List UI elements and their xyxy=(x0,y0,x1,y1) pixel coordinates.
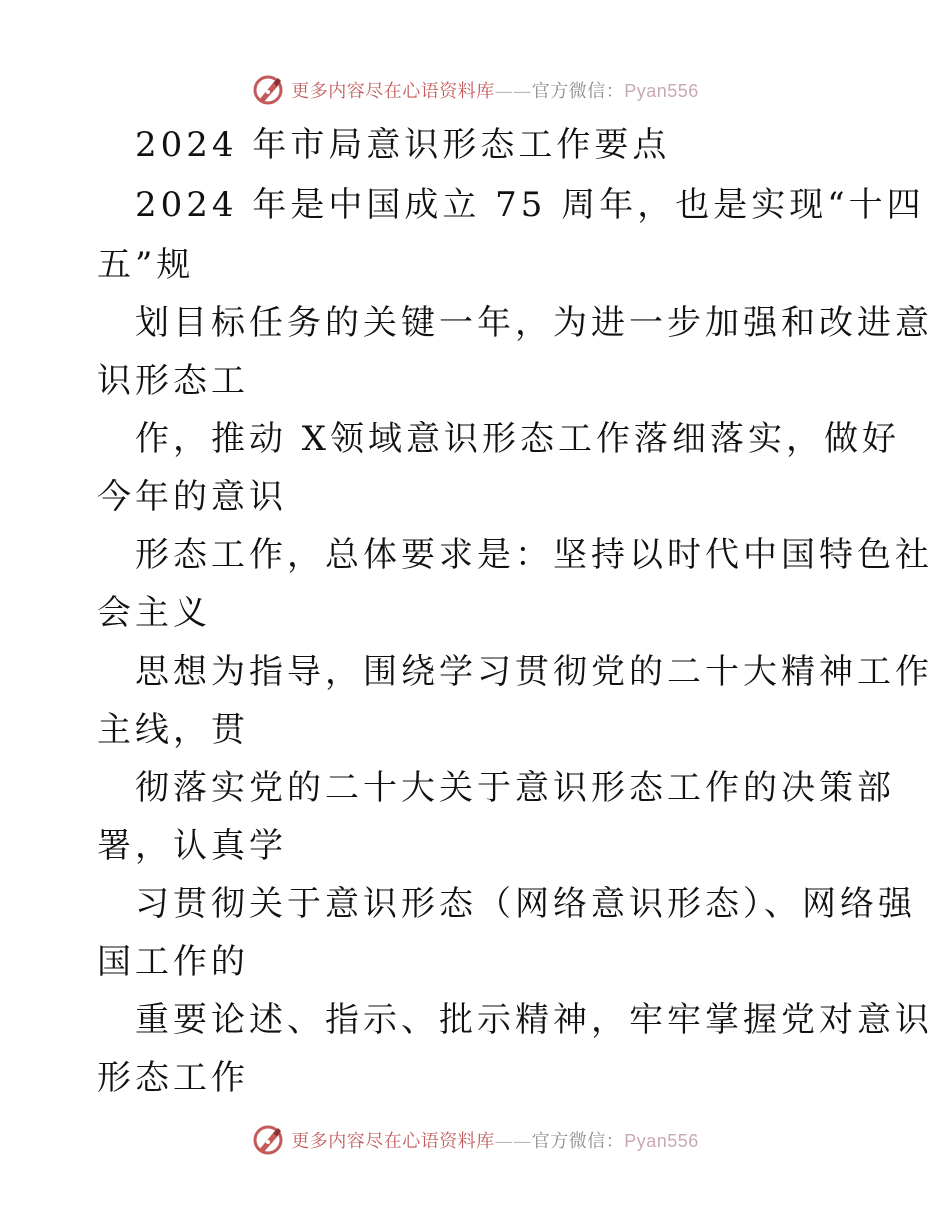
watermark-separator: —— xyxy=(494,1131,532,1152)
paragraph-line: 主线，贯 xyxy=(97,710,249,750)
paragraph-line: 彻落实党的二十大关于意识形态工作的决策部 xyxy=(135,768,895,808)
paragraph-line: 会主义 xyxy=(97,593,211,633)
paragraph-line: 识形态工 xyxy=(97,361,249,401)
paragraph-line: 形态工作 xyxy=(97,1058,249,1098)
paragraph-line: 划目标任务的关键一年，为进一步加强和改进意 xyxy=(135,303,933,343)
watermark-wechat-id: Pyan556 xyxy=(624,81,699,101)
watermark-wechat-id: Pyan556 xyxy=(624,1131,699,1151)
paragraph-line: 作，推动 X领域意识形态工作落细落实，做好 xyxy=(135,419,901,459)
watermark-text xyxy=(291,1127,699,1153)
watermark-text xyxy=(291,77,699,103)
watermark-separator: —— xyxy=(494,81,532,102)
paragraph-line: 五”规 xyxy=(97,245,195,285)
watermark-prefix: 更多内容尽在心语资料库 xyxy=(291,81,495,102)
paragraph-line: 习贯彻关于意识形态（网络意识形态）、网络强 xyxy=(135,884,916,924)
watermark-label: 官方微信： xyxy=(531,81,625,102)
paragraph-line: 国工作的 xyxy=(97,942,249,982)
pen-nib-logo-icon xyxy=(251,73,285,107)
watermark-prefix: 更多内容尽在心语资料库 xyxy=(291,1131,495,1152)
paragraph-line: 今年的意识 xyxy=(97,477,287,517)
paragraph-line: 2024 年是中国成立 75 周年，也是实现“十四 xyxy=(135,185,925,225)
paragraph-line: 署，认真学 xyxy=(97,826,287,866)
paragraph-line: 思想为指导，围绕学习贯彻党的二十大精神工作 xyxy=(135,652,933,692)
document-title: 2024 年市局意识形态工作要点 xyxy=(135,125,671,165)
pen-nib-logo-icon xyxy=(251,1123,285,1157)
header-watermark-banner xyxy=(0,70,950,110)
watermark-label: 官方微信： xyxy=(531,1131,625,1152)
paragraph-line: 形态工作，总体要求是：坚持以时代中国特色社 xyxy=(135,535,933,575)
footer-watermark-banner xyxy=(0,1120,950,1160)
paragraph-line: 重要论述、指示、批示精神，牢牢掌握党对意识 xyxy=(135,1000,933,1040)
